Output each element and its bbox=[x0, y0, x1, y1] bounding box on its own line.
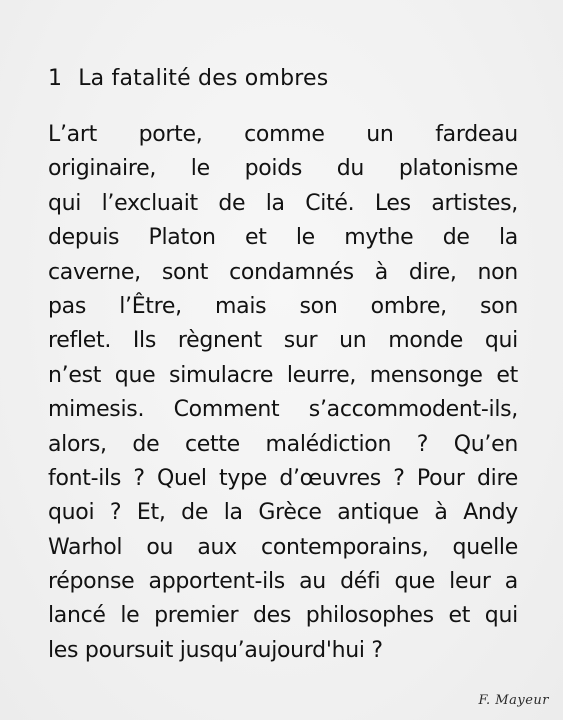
paragraph-line: qui l’excluait de la Cité. Les artistes, bbox=[48, 190, 518, 216]
paragraph-line: pas l’Être, mais son ombre, son bbox=[48, 293, 518, 319]
signature: F. Mayeur bbox=[478, 693, 549, 708]
paragraph-line: depuis Platon et le mythe de la bbox=[48, 225, 518, 251]
section-title: La fatalité des ombres bbox=[78, 66, 329, 91]
section-heading bbox=[48, 64, 328, 94]
paragraph-line: lancé le premier des philosophes et qui bbox=[48, 603, 518, 629]
paragraph-line: caverne, sont condamnés à dire, non bbox=[48, 259, 518, 285]
paragraph-line: font-ils ? Quel type d’œuvres ? Pour dire bbox=[48, 465, 518, 491]
paragraph-line: L’art porte, comme un fardeau bbox=[48, 122, 518, 147]
paragraph-line: originaire, le poids du platonisme bbox=[48, 156, 518, 182]
paragraph-line: alors, de cette malédiction ? Qu’en bbox=[48, 431, 518, 457]
body-paragraph bbox=[48, 118, 518, 668]
paragraph-line: quoi ? Et, de la Grèce antique à Andy bbox=[48, 500, 518, 526]
paragraph-line: les poursuit jusqu’aujourd'hui ? bbox=[48, 637, 383, 663]
paragraph-line: réponse apportent-ils au défi que leur a bbox=[48, 569, 518, 595]
paragraph-line: reflet. Ils règnent sur un monde qui bbox=[48, 328, 518, 354]
paragraph-line: mimesis. Comment s’accommodent-ils, bbox=[48, 397, 518, 423]
paragraph-line: n’est que simulacre leurre, mensonge et bbox=[48, 362, 518, 388]
section-number: 1 bbox=[48, 66, 63, 91]
paragraph-line: Warhol ou aux contemporains, quelle bbox=[48, 534, 518, 560]
